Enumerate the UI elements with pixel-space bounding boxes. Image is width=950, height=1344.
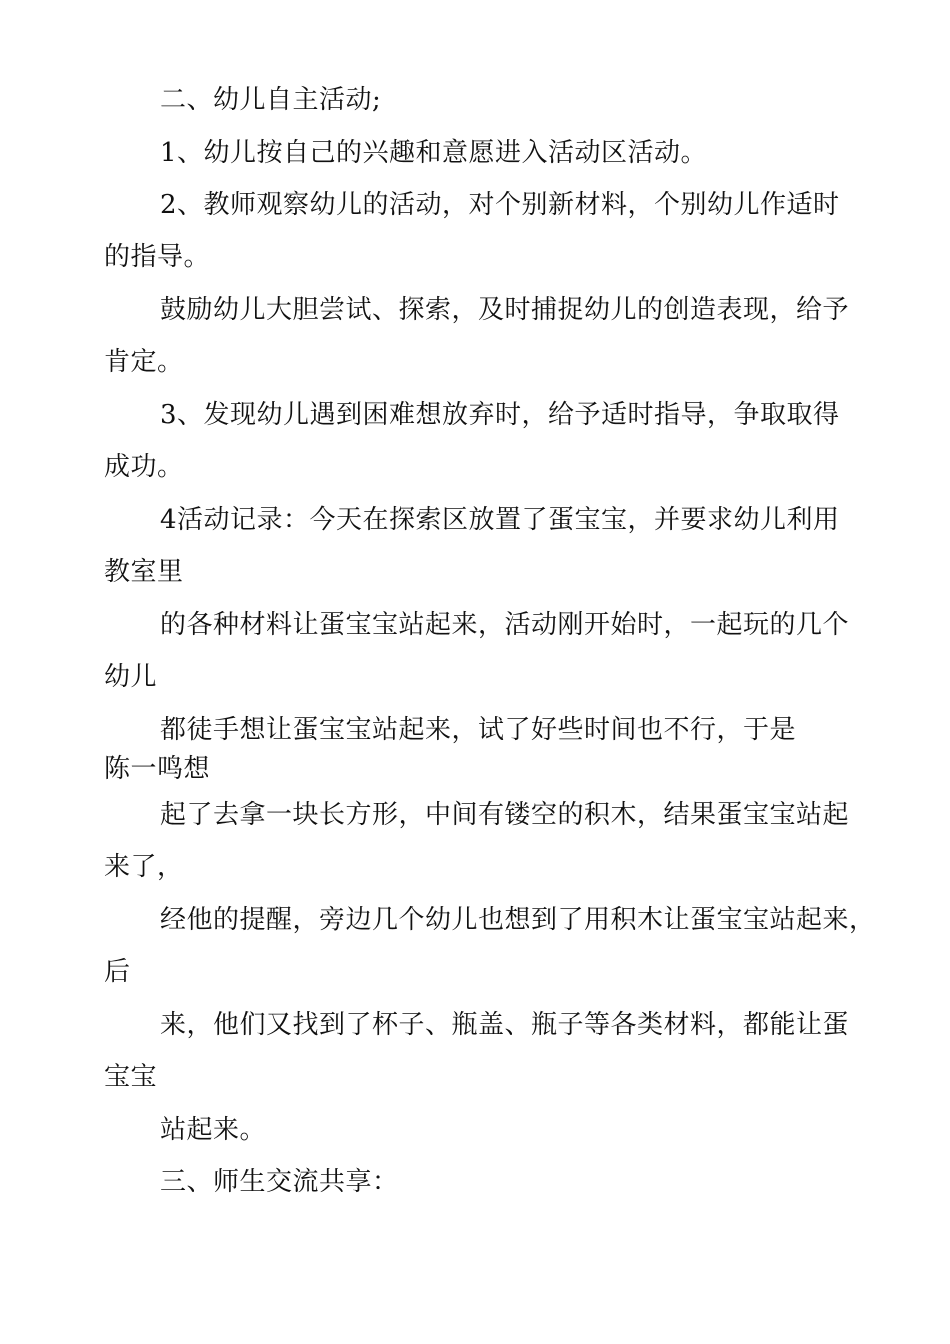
section-heading-3: 三、师生交流共享： bbox=[160, 1167, 399, 1197]
paragraph-line: 1、幼儿按自己的兴趣和意愿进入活动区活动。 bbox=[160, 138, 708, 168]
paragraph-line: 站起来。 bbox=[160, 1115, 267, 1145]
paragraph-line: 起了去拿一块长方形，中间有镂空的积木，结果蛋宝宝站起 bbox=[160, 800, 850, 830]
paragraph-line: 来了， bbox=[104, 852, 184, 882]
paragraph-line: 都徒手想让蛋宝宝站起来，试了好些时间也不行，于是 bbox=[160, 715, 797, 745]
paragraph-line: 教室里 bbox=[104, 557, 184, 587]
section-heading-2: 二、幼儿自主活动; bbox=[160, 85, 382, 115]
paragraph-line: 3、发现幼儿遇到困难想放弃时，给予适时指导，争取取得 bbox=[160, 400, 840, 430]
paragraph-line: 的各种材料让蛋宝宝站起来，活动刚开始时，一起玩的几个 bbox=[160, 610, 850, 640]
paragraph-line: 2、教师观察幼儿的活动，对个别新材料，个别幼儿作适时 bbox=[160, 190, 840, 220]
paragraph-line: 成功。 bbox=[104, 452, 184, 482]
paragraph-line: 后 bbox=[104, 957, 131, 987]
paragraph-line: 4活动记录：今天在探索区放置了蛋宝宝，并要求幼儿利用 bbox=[160, 505, 840, 535]
paragraph-line: 的指导。 bbox=[104, 242, 211, 272]
paragraph-line: 经他的提醒，旁边几个幼儿也想到了用积木让蛋宝宝站起来， bbox=[160, 905, 876, 935]
paragraph-line: 宝宝 bbox=[104, 1062, 158, 1092]
paragraph-line: 幼儿 bbox=[104, 662, 158, 692]
paragraph-line: 肯定。 bbox=[104, 347, 184, 377]
paragraph-line: 来，他们又找到了杯子、瓶盖、瓶子等各类材料，都能让蛋 bbox=[160, 1010, 850, 1040]
paragraph-line: 陈一鸣想 bbox=[104, 754, 211, 784]
paragraph-line: 鼓励幼儿大胆尝试、探索，及时捕捉幼儿的创造表现，给予 bbox=[160, 295, 850, 325]
